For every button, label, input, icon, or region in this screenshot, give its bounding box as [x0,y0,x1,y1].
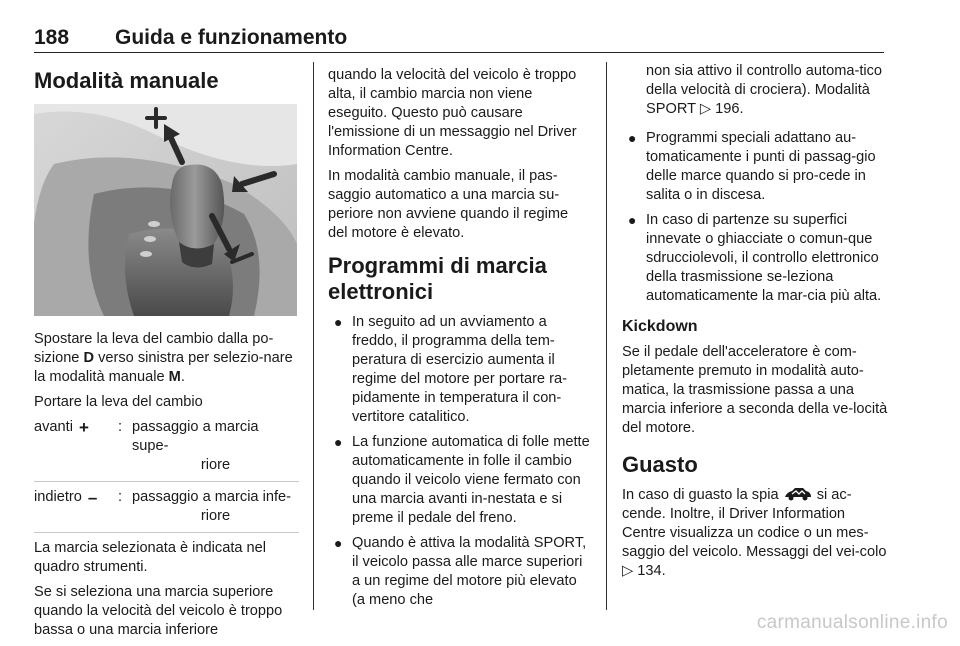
column-3 [622,62,890,587]
list-item: ● In caso di partenze su superfici innevate o ghiacciate o comun-que sdrucciolevoli, il controllo elettronico della trasmissione se-leziona automaticamente la mar-cia più alta. [628,212,882,304]
plus-icon: + [78,418,89,437]
paragraph-guasto: In caso di guasto la spia si ac-cende. Inoltre, il Driver Information Centre visualizza un codice o un mes-saggio del veicolo. Messaggi del vei-colo ▷ 134. [622,487,887,579]
page-ref-icon: ▷ [699,101,712,117]
column-divider-2 [606,62,607,610]
row-value: passaggio a marcia infe- [132,489,291,505]
row-avanti: avanti + : passaggio a marcia supe- riore [34,418,259,473]
section-heading-modalita-manuale: Modalità manuale [34,68,219,93]
paragraph-gear-selection: Se si seleziona una marcia superiore quando la velocità del veicolo è troppo bassa o una marcia inferiore [34,584,283,638]
paragraph-lever-direction: Portare la leva del cambio [34,394,203,410]
paragraph-kickdown: Se il pedale dell'acceleratore è com-pletamente premuto in modalità auto-matica, la trasmissione passa a una marcia inferiore a seconda della ve-locità del motore. [622,344,888,436]
page-title: Guida e funzionamento [115,26,348,49]
car-warning-icon [783,487,813,501]
gear-lever-photo [34,104,297,316]
row-value: passaggio a marcia supe- [132,419,259,454]
list-item: ● In seguito ad un avviamento a freddo, il programma della tem-peratura di esercizio aumenta il regime del motore per portare ra-pidamente in temperatura il con-vertitore catalitico. [334,314,567,425]
bullet-list [328,313,590,610]
paragraph-manual-mode: In modalità cambio manuale, il pas-saggio automatico a una marcia su-periore non avviene quando il regime del motore è elevato. [328,168,569,241]
column-1 [34,62,299,646]
bullet-list-continued [622,62,890,306]
row-divider [34,481,299,482]
section-heading-programmi: Programmi di marcia elettronici [328,253,547,304]
row-key: indietro [34,489,82,505]
page-ref-icon: ▷ [622,563,634,579]
row-indietro: indietro – : passaggio a marcia infe- riore [34,488,291,524]
page-header [34,22,884,53]
list-item-continued: non sia attivo il controllo automa-tico della velocità di crociera). Modalità SPORT ▷ 196. [646,63,883,117]
list-item: ● La funzione automatica di folle mette automaticamente in folle il cambio quando il veicolo viene fermato con una marcia avanti in-nestata e si preme il pedale del freno. [334,434,590,526]
paragraph-continued: quando la velocità del veicolo è troppo alta, il cambio marcia non viene eseguito. Questo può causare l'emissione di un messaggio nel Driver Information Centre. [328,67,577,159]
column-2 [328,62,590,616]
row-key: avanti [34,419,73,435]
row-divider [34,532,299,533]
paragraph-instruction: Spostare la leva del cambio dalla po-sizione D verso sinistra per selezio-nare la modalità manuale M. [34,331,293,385]
watermark: carmanualsonline.info [756,612,948,633]
list-item: ● Programmi speciali adattano au-tomaticamente i punti di passag-gio delle marce quando si pro-cede in salita o in discesa. [628,130,876,203]
page-number: 188 [34,26,70,49]
subheading-kickdown: Kickdown [622,318,698,335]
paragraph-gear-indicated: La marcia selezionata è indicata nel quadro strumenti. [34,540,267,575]
minus-icon: – [87,488,98,507]
section-heading-guasto: Guasto [622,452,698,477]
list-item: ● Quando è attiva la modalità SPORT, il veicolo passa alle marce superiori a un regime del motore più elevato (a meno che [334,535,587,608]
column-divider-1 [313,62,314,610]
